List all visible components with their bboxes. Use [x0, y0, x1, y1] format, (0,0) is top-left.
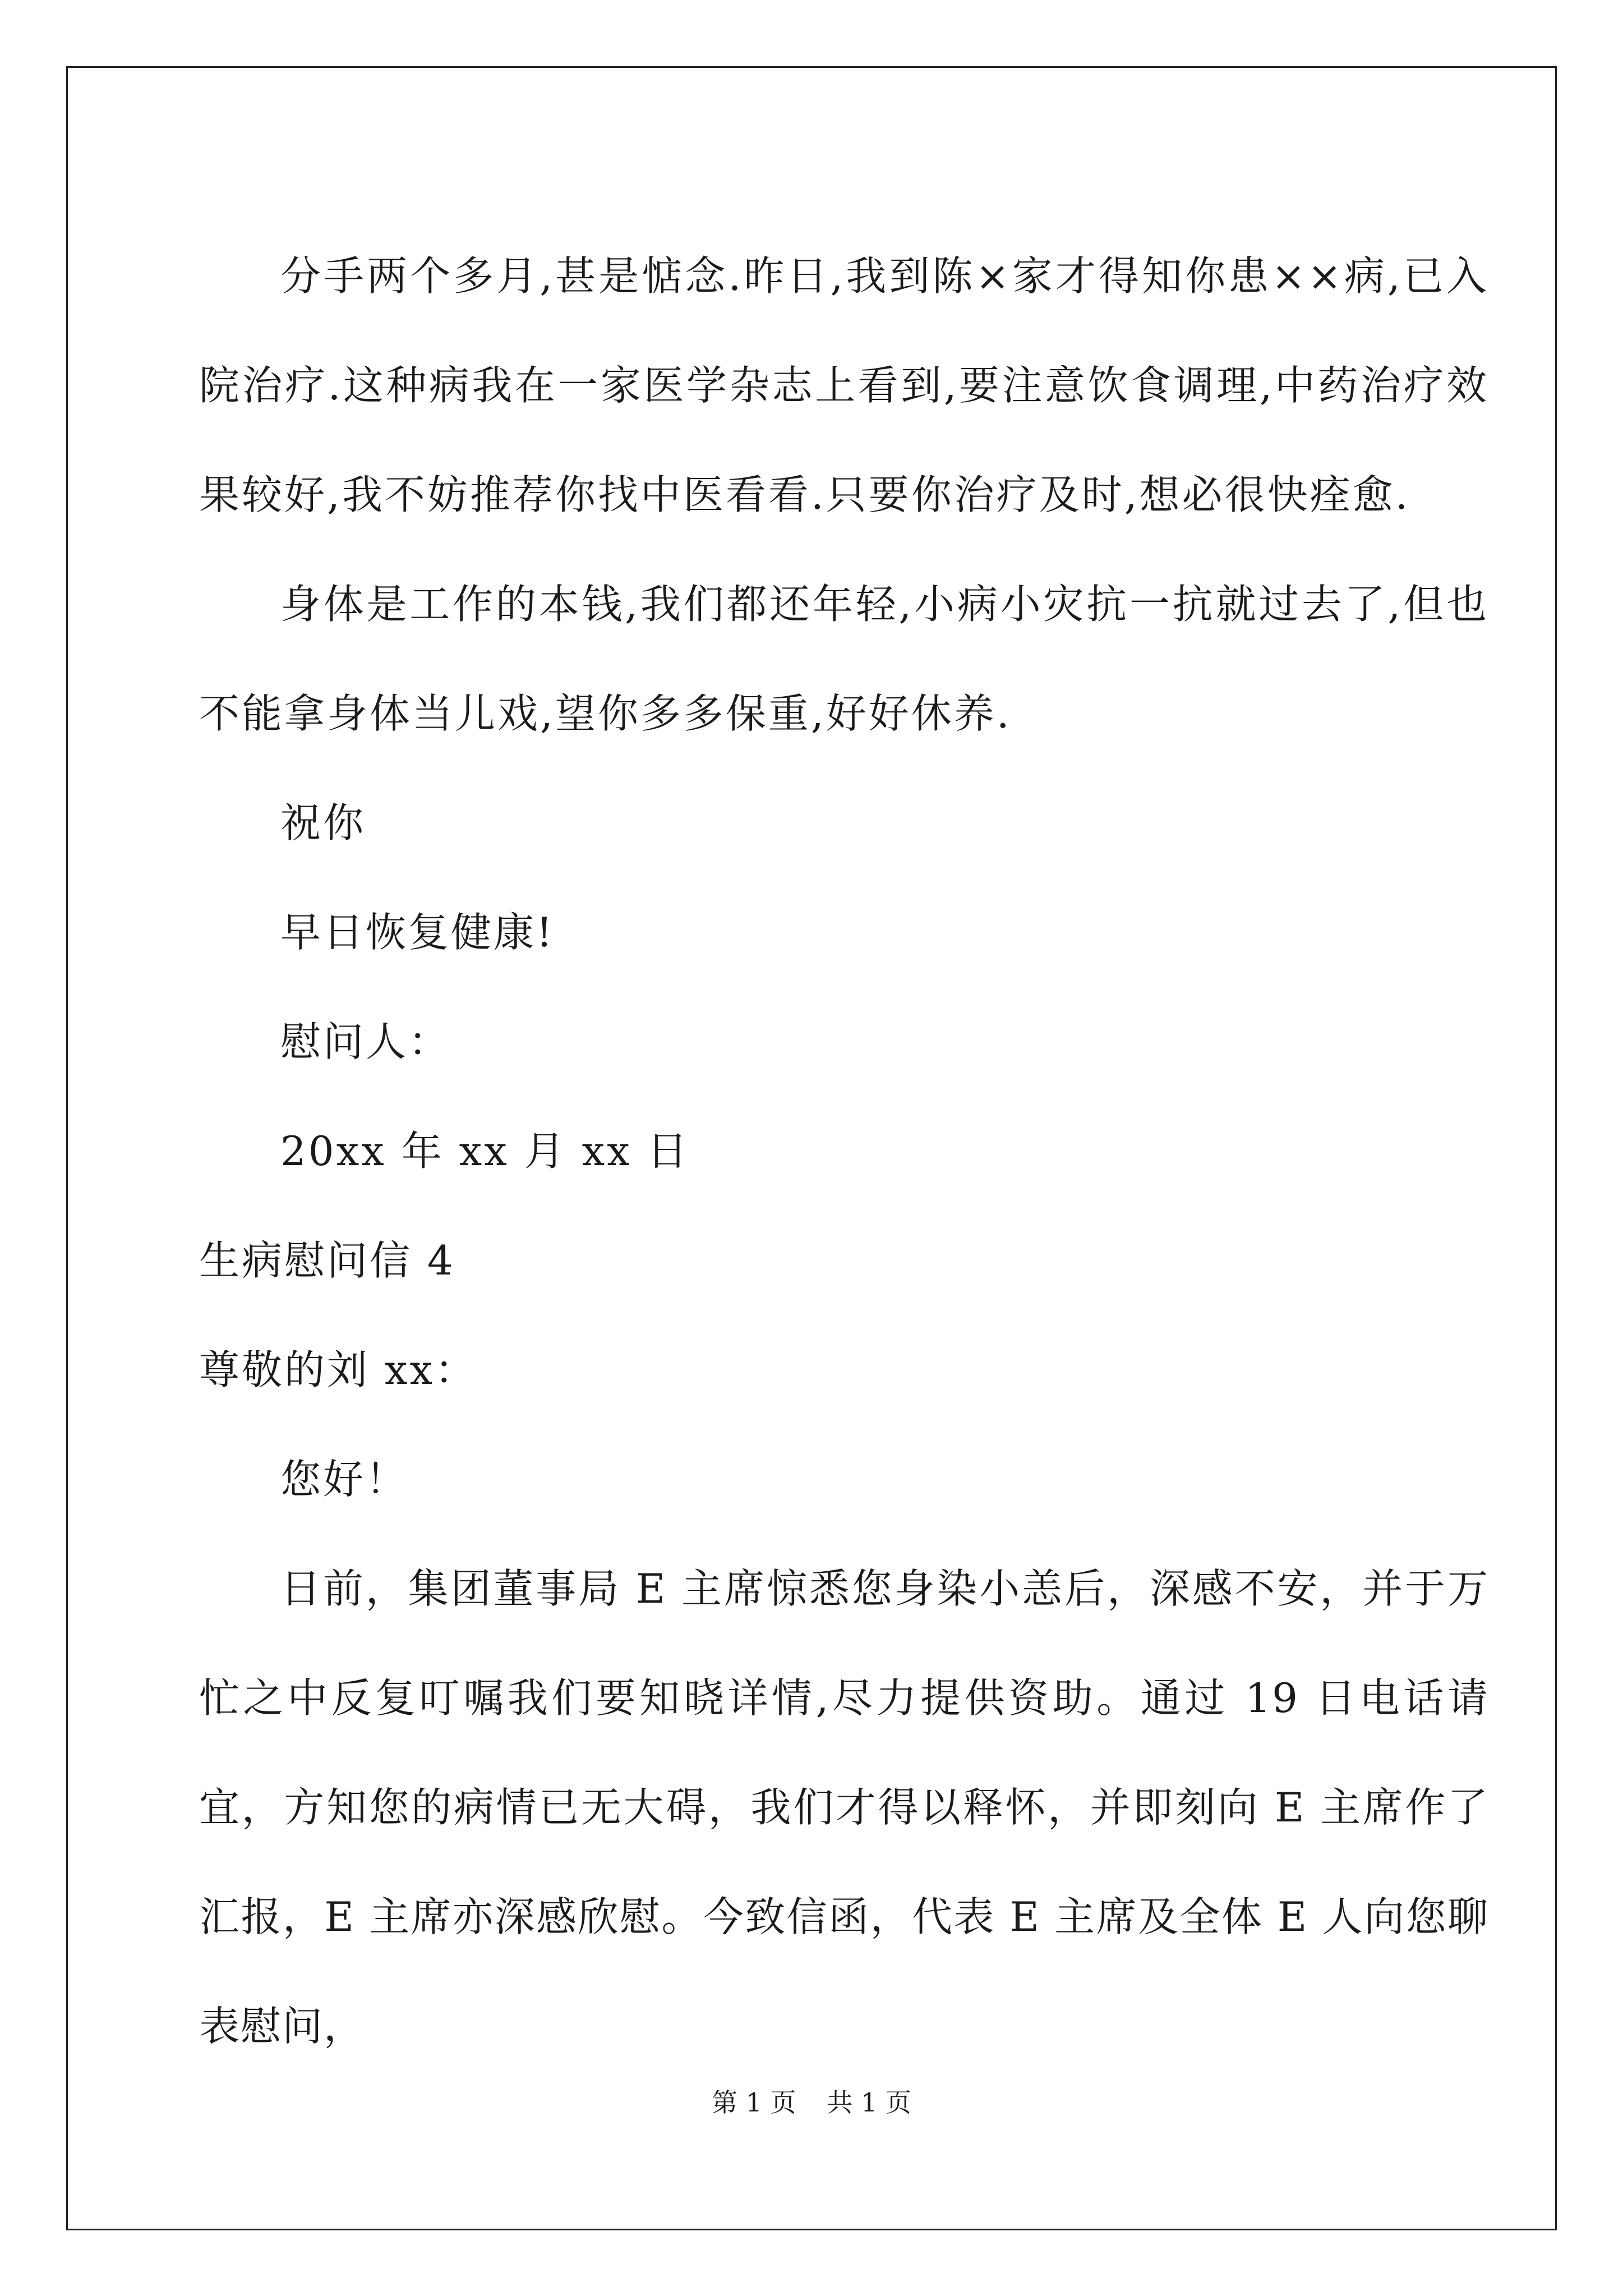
paragraph-salutation: 尊敬的刘 xx： [199, 1346, 478, 1393]
paragraph-wish-recovery: 早日恢复健康! [280, 909, 555, 956]
page-total: 共 1 页 [827, 2087, 912, 2118]
paragraph-letter-body: 日前，集团董事局 E 主席惊悉您身染小恙后，深感不安，并于万忙之中反复叮嘱我们要知晓详情,尽力提供资助。通过 19 日电话请宜，方知您的病情已无大碍，我们才得以释怀，并即刻向 E 主席作了汇报，E 主席亦深感欣慰。今致信函，代表 E 主席及全体 E 人向您聊表慰问， [199, 1565, 1489, 2050]
paragraph-date: 20xx 年 xx 月 xx 日 [280, 1128, 690, 1175]
page-number: 第 1 页 [711, 2087, 796, 2118]
paragraph-sender-label: 慰问人： [280, 1018, 451, 1065]
document-body [199, 222, 1489, 2081]
paragraph-health-advice: 身体是工作的本钱,我们都还年轻,小病小灾抗一抗就过去了,但也不能拿身体当儿戏,望你多多保重,好好休养. [199, 581, 1489, 737]
section-heading-letter-4: 生病慰问信 4 [199, 1237, 455, 1284]
page-footer [0, 2082, 1623, 2119]
paragraph-greeting: 您好！ [280, 1456, 409, 1503]
paragraph-wish-opening: 祝你 [280, 799, 366, 846]
paragraph-condolence-intro: 分手两个多月,甚是惦念.昨日,我到陈×家才得知你患××病,已入院治疗.这种病我在一家医学杂志上看到,要注意饮食调理,中药治疗效果较好,我不妨推荐你找中医看看.只要你治疗及时,想必很快痊愈. [199, 252, 1489, 518]
